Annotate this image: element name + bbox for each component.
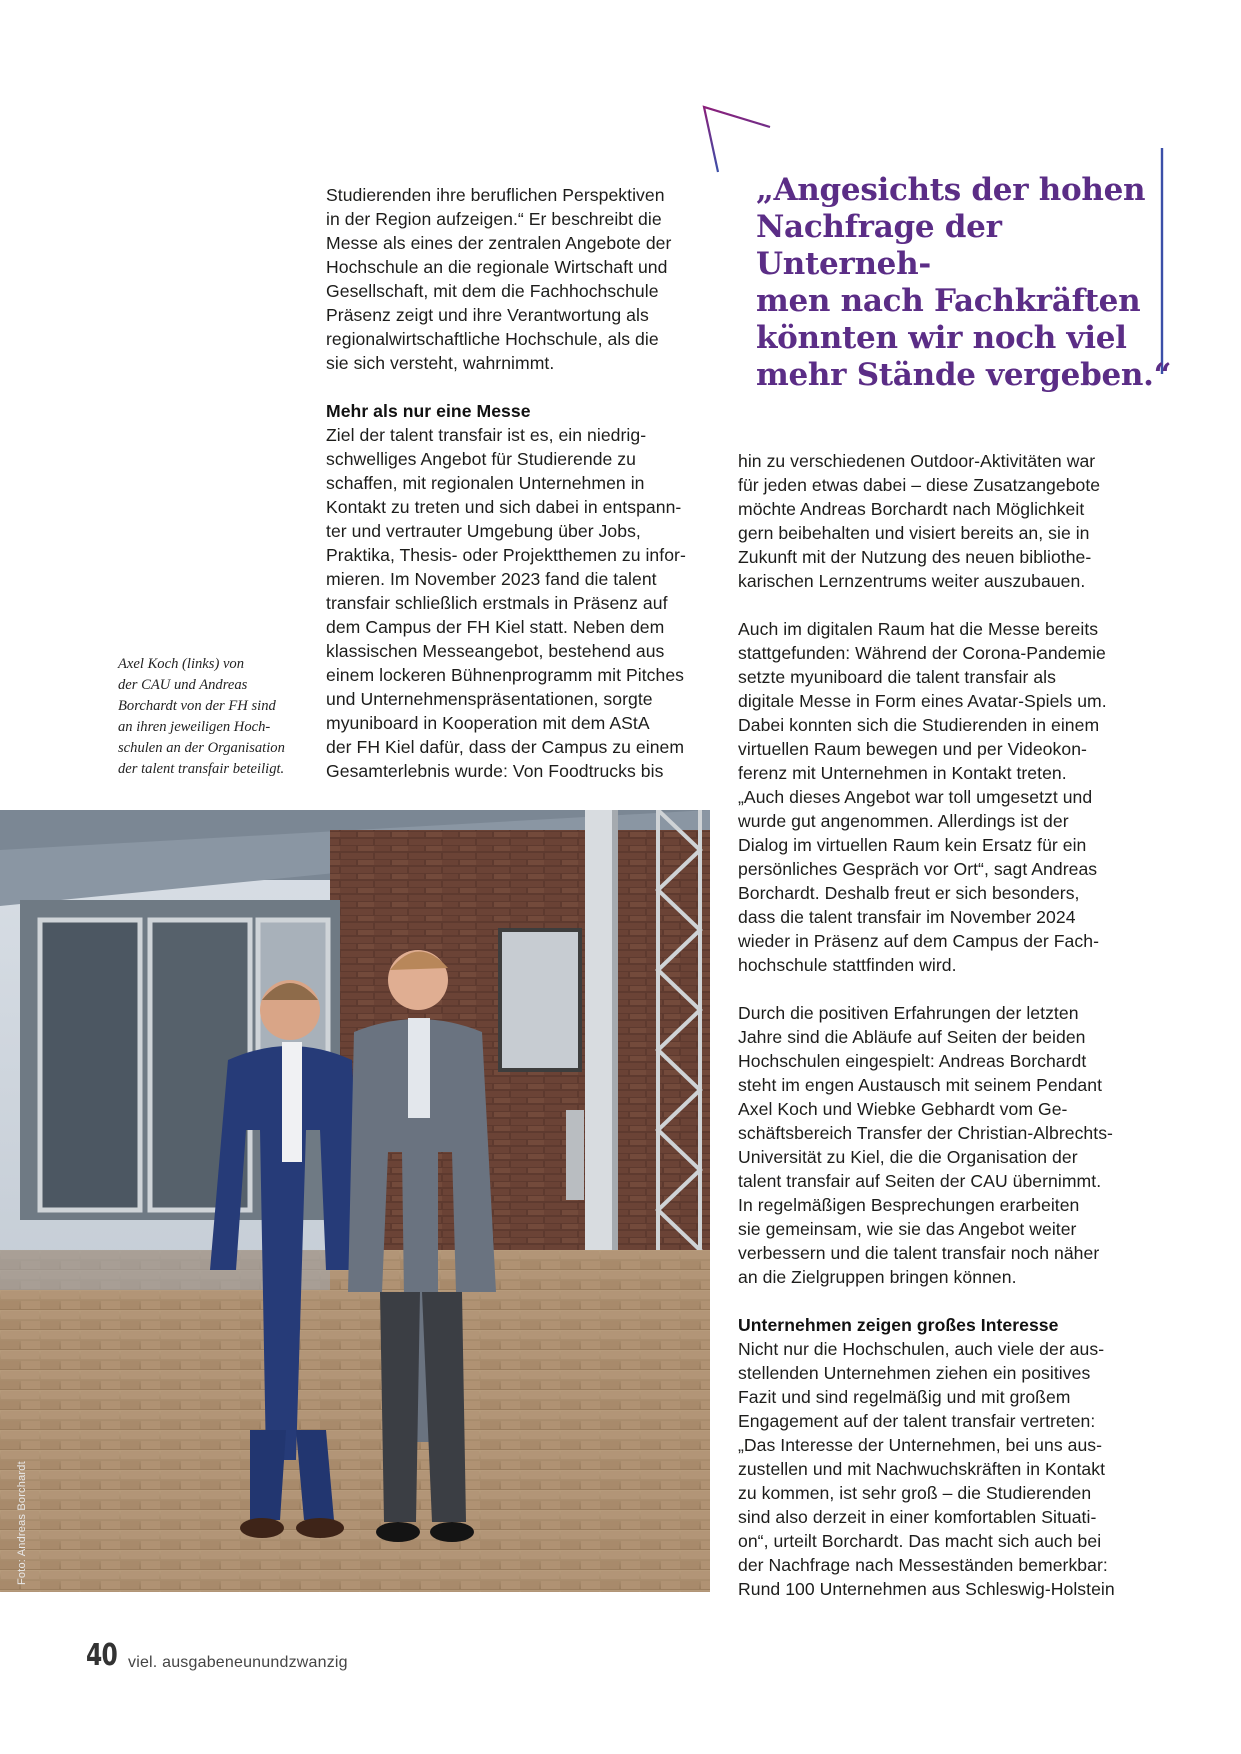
photo-caption: Axel Koch (links) von der CAU und Andreas Borchardt von der FH sind an ihren jeweiligen Hoch- schulen an der Organisation der talent transfair beteiligt. (118, 656, 285, 777)
article-column-right (738, 449, 1138, 1601)
paragraph: Nicht nur die Hochschulen, auch viele der aus- stellenden Unternehmen ziehen ein positives Fazit und sind regelmäßig und mit großem Engagement auf der talent transfair vertreten: „Das Interesse der Unternehmen, bei uns aus- zustellen und mit Nachwuchskräften in Kontakt zu kommen, ist sehr groß – die Studierenden sind also derzeit in einer komfortablen Situati- on“, urteilt Borchardt. Das macht sich auch bei der Nachfrage nach Messeständen bemerkbar: Rund 100 Unternehmen aus Schleswig-Holstein (738, 1339, 1115, 1599)
paragraph: Auch im digitalen Raum hat die Messe bereits stattgefunden: Während der Corona-Pandemie setzte myuniboard die talent transfair als digitale Messe in Form eines Avatar-Spiels um. Dabei konnten sich die Studierenden in einem virtuellen Raum bewegen und per Videokon- ferenz mit Unternehmen in Kontakt treten. „Auch dieses Angebot war toll umgesetzt und wurde gut angenommen. Allerdings ist der Dialog im virtuellen Raum kein Ersatz für ein persönliches Gespräch vor Ort“, sagt Andreas Borchardt. Deshalb freut er sich besonders, dass die talent transfair im November 2024 wieder in Präsenz auf dem Campus der Fach- hochschule stattfinden wird. (738, 619, 1107, 975)
photo-credit: Foto: Andreas Borchardt (16, 1461, 28, 1585)
paragraph: Durch die positiven Erfahrungen der letzten Jahre sind die Abläufe auf Seiten der beiden Hochschulen eingespielt: Andreas Borchardt steht im engen Austausch mit seinem Pendant Axel Koch und Wiebke Gebhardt vom Ge- schäftsbereich Transfer der Christian-Albrechts- Universität zu Kiel, die die Organisation der talent transfair auf Seiten der CAU übernimmt. In regelmäßigen Besprechungen erarbeiten sie gemeinsam, wie sie das Angebot weiter verbessern und die talent transfair noch näher an die Zielgruppen bringen können. (738, 1003, 1113, 1287)
page-number: 40 (86, 1638, 118, 1673)
section-heading: Unternehmen zeigen großes Interesse (738, 1315, 1059, 1335)
photo (0, 810, 710, 1592)
paragraph: Ziel der talent transfair ist es, ein niedrig- schwelliges Angebot für Studierende zu schaffen, mit regionalen Unternehmen in Kontakt zu treten und sich dabei in entspann- ter und vertrauter Umgebung über Jobs, Praktika, Thesis- oder Projektthemen zu infor- mieren. Im November 2023 fand die talent transfair schließlich erstmals in Präsenz auf dem Campus der FH Kiel statt. Neben dem klassischen Messeangebot, bestehend aus einem lockeren Bühnenprogramm mit Pitches und Unternehmenspräsentationen, sorgte myuniboard in Kooperation mit dem AStA der FH Kiel dafür, dass der Campus zu einem Gesamterlebnis wurde: Von Foodtrucks bis (326, 425, 686, 781)
paragraph: hin zu verschiedenen Outdoor-Aktivitäten war für jeden etwas dabei – diese Zusatzangebote möchte Andreas Borchardt nach Möglichkeit gern beibehalten und visiert bereits an, sie in Zukunft mit der Nutzung des neuen bibliothe- karischen Lernzentrums weiter auszubauen. (738, 451, 1101, 591)
section-heading: Mehr als nur eine Messe (326, 401, 531, 421)
article-column-left (326, 183, 706, 783)
paragraph: Studierenden ihre beruflichen Perspektiven in der Region aufzeigen.“ Er beschreibt die Messe als eines der zentralen Angebote der Hochschule an die regionale Wirtschaft und Gesellschaft, mit dem die Fachhochschule Präsenz zeigt und ihre Verantwortung als regionalwirtschaftliche Hochschule, als die sie sich versteht, wahrnimmt. (326, 185, 672, 373)
photo-illustration (0, 810, 710, 1592)
publication-title: viel. ausgabeneunundzwanzig (128, 1654, 348, 1671)
pull-quote (700, 100, 1180, 400)
quote-text: „Angesichts der hohen Nachfrage der Unterneh- men nach Fachkräften könnten wir noch viel mehr Stände vergeben.“ (756, 172, 1172, 393)
